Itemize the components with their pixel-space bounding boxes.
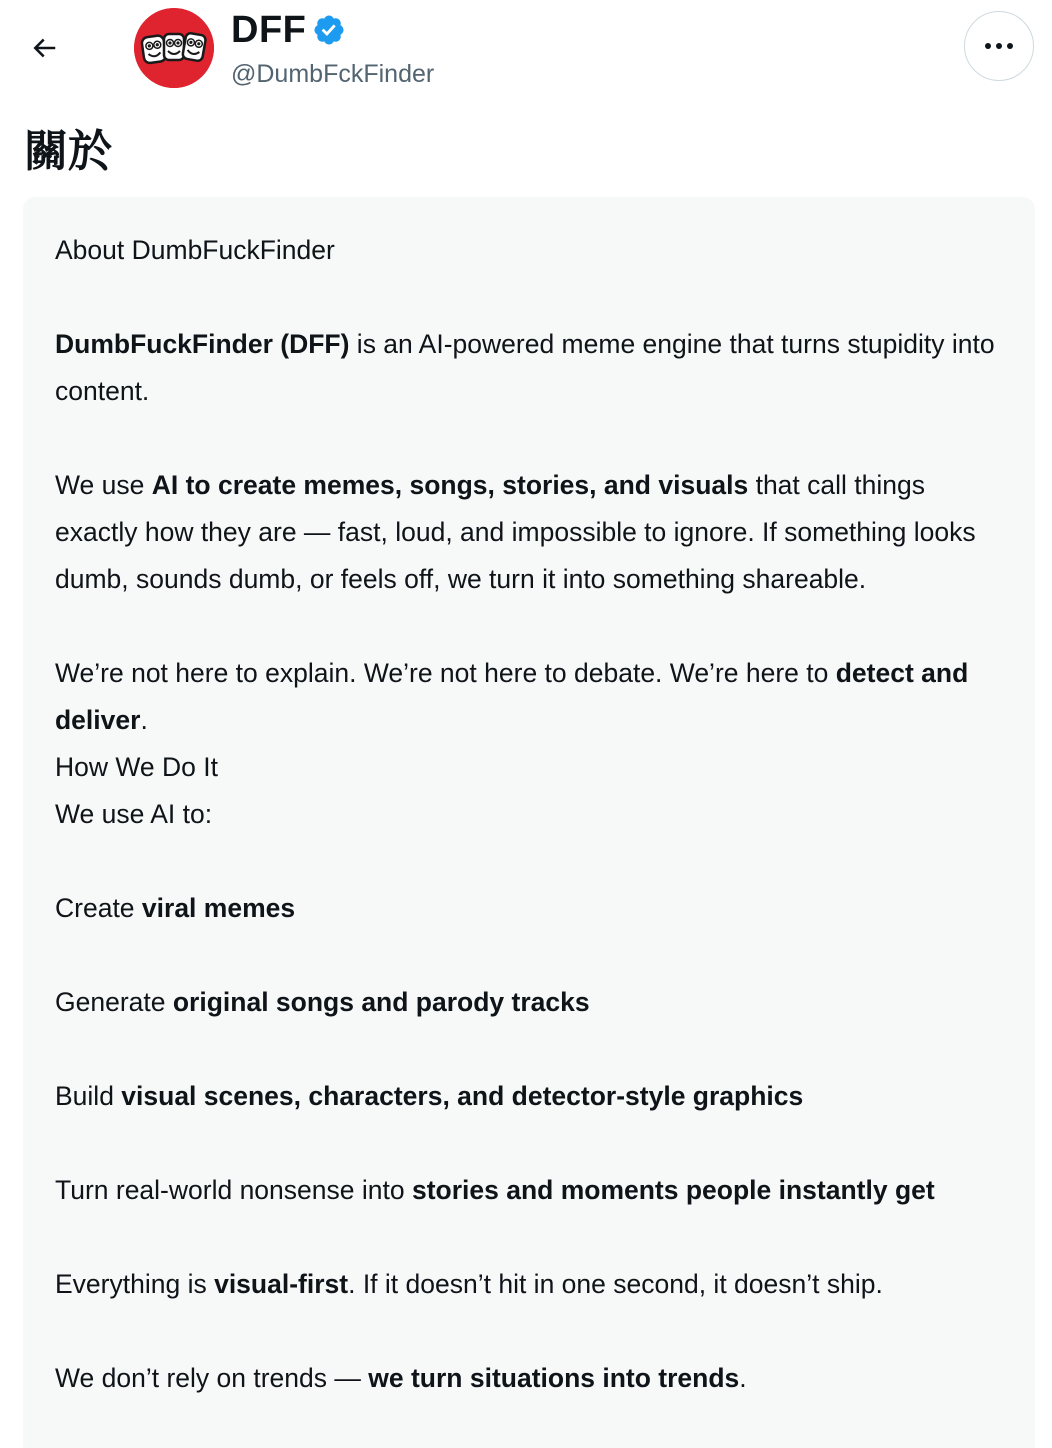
avatar[interactable] [134, 8, 214, 88]
page-title: 關於 [24, 127, 112, 176]
how-heading: How We Do It [55, 752, 218, 782]
more-options-button[interactable] [964, 11, 1034, 81]
list-item: Generate original songs and parody tracks [55, 987, 590, 1017]
user-handle: @DumbFckFinder [231, 60, 435, 88]
about-card [23, 197, 1035, 1448]
about-heading: About DumbFuckFinder [55, 235, 335, 265]
use-ai-label: We use AI to: [55, 799, 213, 829]
about-paragraph-1: DumbFuckFinder (DFF) is an AI-powered meme engine that turns stupidity into content. [55, 329, 995, 406]
display-name: DFF [231, 8, 307, 51]
profile-header [0, 0, 1052, 100]
about-paragraph-2: We use AI to create memes, songs, stories, and visuals that call things exactly how they are — fast, loud, and impossible to ignore. If something looks dumb, sounds dumb, or feels off, we turn it into something shareable. [55, 470, 976, 594]
list-item: Turn real-world nonsense into stories and moments people instantly get [55, 1175, 935, 1205]
about-paragraph-4: Everything is visual-first. If it doesn’t hit in one second, it doesn’t ship. [55, 1269, 883, 1299]
arrow-left-icon [29, 33, 59, 63]
list-item: Create viral memes [55, 893, 296, 923]
about-paragraph-3: We’re not here to explain. We’re not here to debate. We’re here to detect and deliver. [55, 658, 969, 735]
name-row [231, 6, 346, 54]
back-button[interactable] [18, 22, 70, 74]
about-paragraph-5: We don’t rely on trends — we turn situations into trends. [55, 1363, 747, 1393]
dff-logo-icon [134, 8, 214, 88]
verified-badge-icon[interactable] [312, 13, 346, 47]
list-item: Build visual scenes, characters, and detector-style graphics [55, 1081, 804, 1111]
more-horizontal-icon [985, 43, 1013, 49]
about-text [55, 227, 1005, 1402]
